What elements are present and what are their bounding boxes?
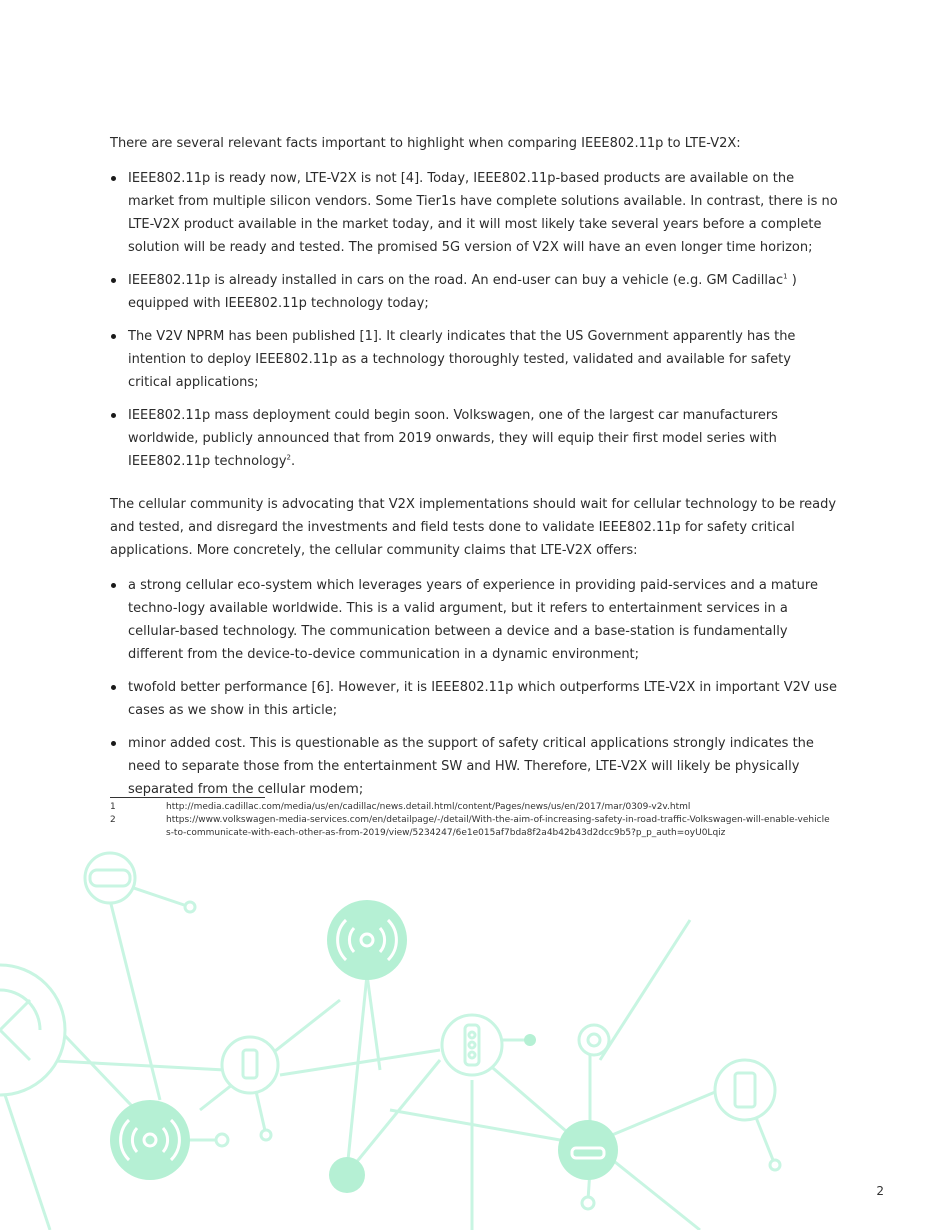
intro-paragraph: There are several relevant facts important to highlight when comparing IEEE802.11p to LTE-V2X: <box>110 136 741 151</box>
car-signal-icon <box>558 1120 618 1180</box>
footnote-ref[interactable]: 1 <box>783 272 788 281</box>
phone-signal-icon <box>222 1037 278 1093</box>
bullet-text: ) equipped with IEEE802.11p technology today; <box>128 273 797 311</box>
bullet-text: . <box>291 454 296 469</box>
car-icon <box>85 853 135 903</box>
footnote-number: 2 <box>110 815 116 825</box>
bullet-text: IEEE802.11p is already installed in cars on the road. An end-user can buy a vehicle (e.g. GM Cadillac <box>128 273 784 288</box>
page-number: 2 <box>876 1184 884 1198</box>
globe-icon <box>0 965 65 1095</box>
cellular-paragraph: The cellular community is advocating that V2X implementations should wait for cellular technology to be ready and tested, and disregard the investments and field tests done to validate IEEE802.11p for safety critical applications. More concretely, the cellular community claims that LTE-V2X offers: <box>110 497 837 558</box>
bullet-text: The V2V NPRM has been published [1]. It clearly indicates that the US Government apparently has the intention to deploy IEEE802.11p as a technology thoroughly tested, validated and available for safety critical applications; <box>128 329 796 390</box>
footnote-ref[interactable]: 2 <box>286 453 292 462</box>
footnote-link[interactable]: http://media.cadillac.com/media/us/en/cadillac/news.detail.html/content/Pages/news/us/en/2017/mar/0309-v2v.html <box>166 802 691 812</box>
footnote-number: 1 <box>110 802 116 812</box>
bullet-text: IEEE802.11p is ready now, LTE-V2X is not [4]. Today, IEEE802.11p-based products are available on the market from multiple silicon vendors. Some Tier1s have complete solutions available. In contrast, there is no LTE-V2X product available in the market today, and it will most likely take several years before a complete solution will be ready and tested. The promised 5G version of V2X will have an even longer time horizon; <box>128 171 838 255</box>
bullet-text: minor added cost. This is questionable as the support of safety critical applications strongly indicates the need to separate those from the entertainment SW and HW. Therefore, LTE-V2X will likely be physically separated from the cellular modem; <box>128 736 814 797</box>
bullet-text: a strong cellular eco-system which leverages years of experience in providing paid-services and a mature techno-logy available worldwide. This is a valid argument, but it refers to entertainment services in a cellular-based technology. The communication between a device and a base-station is fundamentally different from the device-to-device communication in a dynamic environment; <box>128 578 818 662</box>
target-icon <box>579 1025 609 1055</box>
bullet-text: twofold better performance [6]. However, it is IEEE802.11p which outperforms LTE-V2X in important V2V use cases as we show in this article; <box>128 680 837 718</box>
signal-icon <box>329 1157 365 1193</box>
bullet-text: IEEE802.11p mass deployment could begin soon. Volkswagen, one of the largest car manufacturers worldwide, publicly announced that from 2019 onwards, they will equip their first model series with IEEE802.11p technology <box>128 408 778 469</box>
smartphone-icon <box>715 1060 775 1120</box>
footnote-link[interactable]: https://www.volkswagen-media-services.com/en/detailpage/-/detail/With-the-aim-of-increasing-safety-in-road-traffic-Volkswagen-will-enable-vehicles-to-communicate-with-each-other-as-from-2019/view/5234247/6e1e015af7bda8f2a4b42b43d2dcc9b5?p_p_auth=oyU0Lqiz <box>166 815 830 838</box>
